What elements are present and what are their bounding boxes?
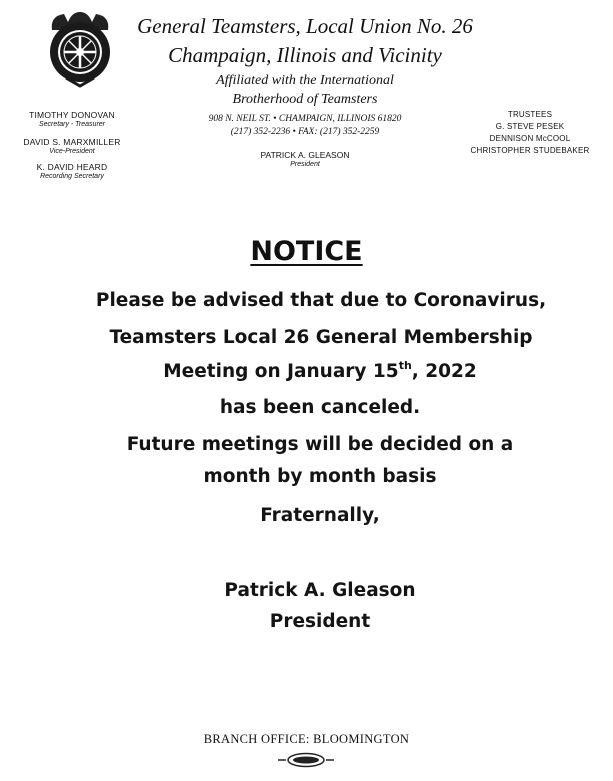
notice-line-4: has been canceled. [219,397,421,418]
notice-line-2: Teamsters Local 26 General Membership [109,327,533,348]
meeting-year: , 2022 [411,361,477,382]
union-address: 908 N. NEIL ST. • CHAMPAIGN, ILLINOIS 61820 [208,114,402,124]
union-bug-icon [278,752,334,768]
meeting-date-text: Meeting on January 15 [163,361,399,382]
signer-title: President [269,611,371,632]
notice-line-3 [0,361,613,382]
notice-line-1: Please be advised that due to Coronavirus, [95,290,547,311]
trustee-name: G. STEVE PESEK [495,122,565,131]
union-phone-fax: (217) 352-2236 • FAX: (217) 352-2259 [230,127,380,137]
trustees-heading: TRUSTEES [507,110,553,119]
notice-title: NOTICE [250,236,363,267]
trustee-name: CHRISTOPHER STUDEBAKER [470,146,590,155]
union-region: Champaign, Illinois and Vicinity [168,43,442,67]
president-name: PATRICK A. GLEASON [260,150,350,160]
officer-title: Secretary - Treasurer [39,121,105,128]
notice-line-6: month by month basis [203,466,437,487]
teamsters-logo [46,8,114,88]
branch-office: BRANCH OFFICE: BLOOMINGTON [203,732,410,746]
union-name: General Teamsters, Local Union No. 26 [137,14,473,38]
notice-line-5: Future meetings will be decided on a [126,434,514,455]
officer-name: TIMOTHY DONOVAN [29,110,115,120]
officer-name: DAVID S. MARXMILLER [23,137,121,147]
officer-title: Vice-President [49,148,95,155]
affiliation-line-1: Affiliated with the International [216,73,394,88]
president-title: President [290,161,320,168]
officer-name: K. DAVID HEARD [36,162,108,172]
closing: Fraternally, [260,505,380,526]
officer-title: Recording Secretary [40,173,104,180]
trustee-name: DENNISON McCOOL [489,134,571,143]
affiliation-line-2: Brotherhood of Teamsters [232,92,378,107]
ordinal-suffix: th [398,359,412,372]
signer-name: Patrick A. Gleason [224,580,416,601]
